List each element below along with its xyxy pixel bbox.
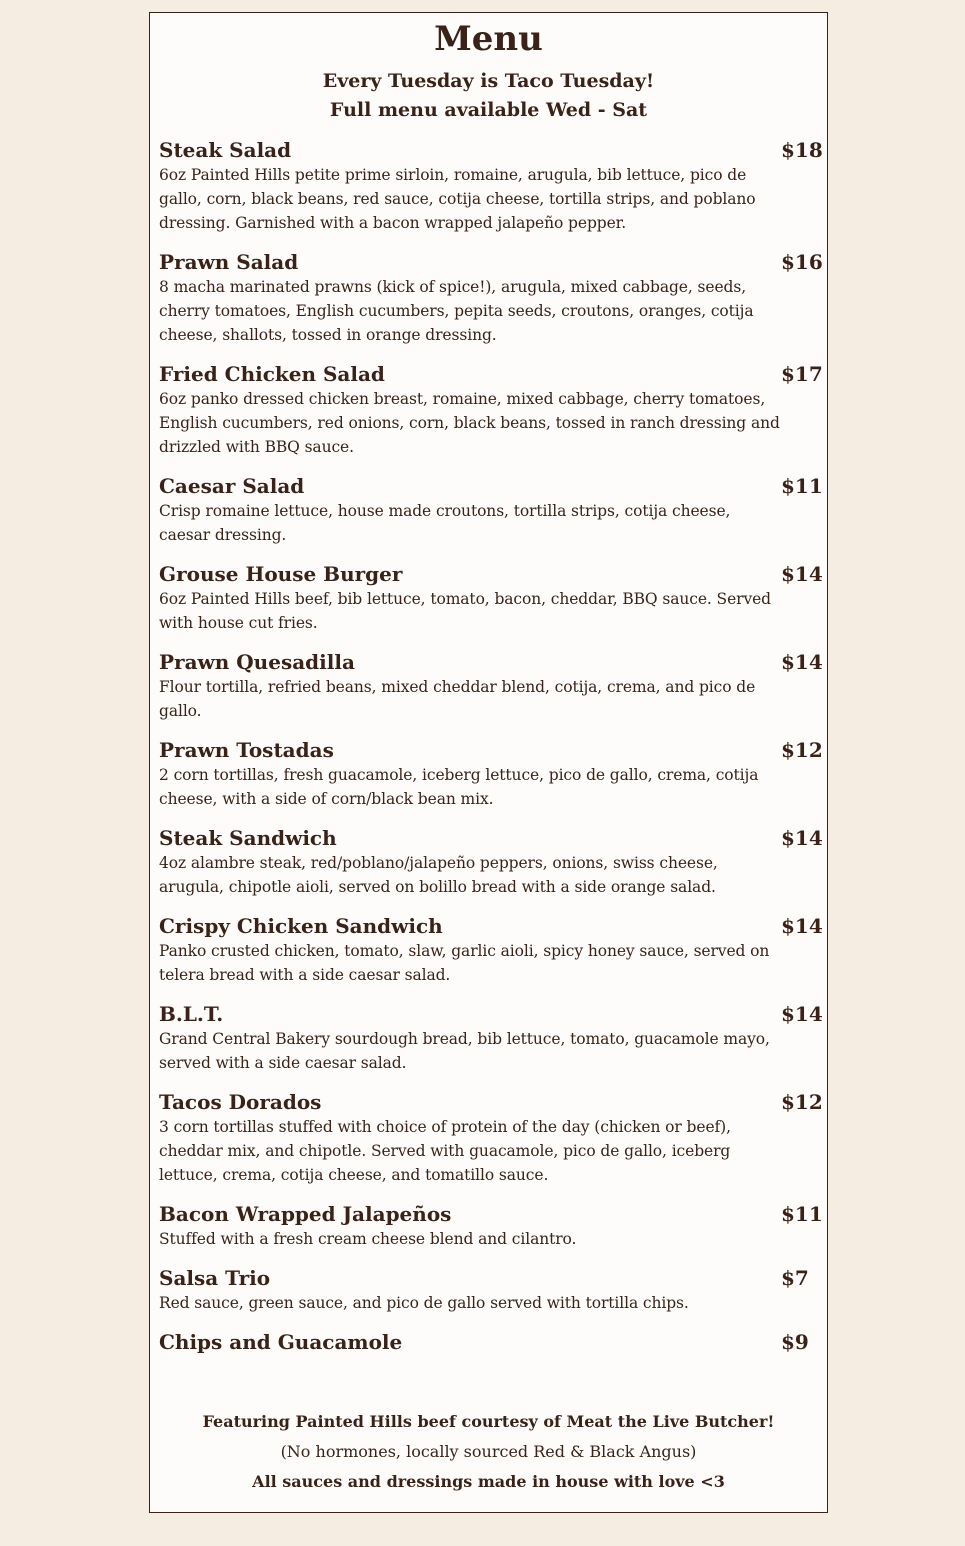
menu-item-name: B.L.T. [159,1002,224,1026]
menu-item-header [159,649,821,675]
menu-item [159,913,821,987]
menu-item-description: Crisp romaine lettuce, house made croutons, tortilla strips, cotija cheese, caesar dressing. [159,502,731,544]
menu-item [159,1001,821,1075]
menu-item-price: $11 [781,1202,823,1226]
menu-item [159,249,821,347]
menu-item-name: Crispy Chicken Sandwich [159,914,443,938]
menu-items-list [159,137,821,1369]
menu-item-header [159,473,821,499]
menu-item-name: Fried Chicken Salad [159,362,385,386]
menu-item [159,825,821,899]
menu-item-description: 6oz Painted Hills beef, bib lettuce, tomato, bacon, cheddar, BBQ sauce. Served with house cut fries. [159,590,771,632]
menu-item-price: $16 [781,250,823,274]
menu-item-price: $14 [781,1002,823,1026]
menu-item-description: Stuffed with a fresh cream cheese blend and cilantro. [159,1230,577,1248]
menu-item-description: 8 macha marinated prawns (kick of spice!), arugula, mixed cabbage, seeds, cherry tomatoes, English cucumbers, pepita seeds, croutons, oranges, cotija cheese, shallots, tossed in orange dressing. [159,278,754,344]
menu-item-name: Prawn Quesadilla [159,650,355,674]
menu-item-price: $18 [781,138,823,162]
menu-item-description: Panko crusted chicken, tomato, slaw, garlic aioli, spicy honey sauce, served on telera bread with a side caesar salad. [159,942,770,984]
availability-subtitle: Full menu available Wed - Sat [329,99,648,121]
menu-item [159,649,821,723]
menu-item [159,361,821,459]
menu-item-name: Salsa Trio [159,1266,271,1290]
menu-item-price: $14 [781,562,823,586]
menu-title: Menu [434,19,543,59]
menu-item-price: $12 [781,1090,823,1114]
menu-item-header [159,913,821,939]
menu-item-header [159,1201,821,1227]
menu-card [149,12,828,1513]
menu-item-description: Red sauce, green sauce, and pico de gallo served with tortilla chips. [159,1294,689,1312]
menu-item-price: $9 [781,1330,809,1354]
menu-item-header [159,249,821,275]
menu-item-description: 6oz panko dressed chicken breast, romaine, mixed cabbage, cherry tomatoes, English cucumbers, red onions, corn, black beans, tossed in ranch dressing and drizzled with BBQ sauce. [159,390,780,456]
menu-item-price: $14 [781,650,823,674]
menu-item-name: Steak Sandwich [159,826,337,850]
menu-item [159,1265,821,1315]
menu-item [159,1329,821,1355]
menu-item [159,137,821,235]
menu-item-description: 3 corn tortillas stuffed with choice of protein of the day (chicken or beef), cheddar mix, and chipotle. Served with guacamole, pico de gallo, iceberg lettuce, crema, cotija cheese, and tomatillo sauce. [159,1118,731,1184]
footer-beef-note: Featuring Painted Hills beef courtesy of Meat the Live Butcher! [202,1412,775,1431]
menu-item [159,1089,821,1187]
menu-item-description: Grand Central Bakery sourdough bread, bib lettuce, tomato, guacamole mayo, served with a side caesar salad. [159,1030,770,1072]
menu-item [159,1201,821,1251]
menu-item-name: Grouse House Burger [159,562,403,586]
menu-item-name: Bacon Wrapped Jalapeños [159,1202,452,1226]
menu-item-price: $17 [781,362,823,386]
menu-item-header [159,737,821,763]
menu-item-name: Tacos Dorados [159,1090,322,1114]
menu-footer [150,1407,827,1497]
menu-item-header [159,1001,821,1027]
menu-item-price: $14 [781,914,823,938]
menu-item-description: 6oz Painted Hills petite prime sirloin, romaine, arugula, bib lettuce, pico de gallo, corn, black beans, red sauce, cotija cheese, tortilla strips, and poblano dressing. Garnished with a bacon wrapped jalapeño pepper. [159,166,756,232]
menu-item-name: Prawn Tostadas [159,738,334,762]
menu-item-price: $12 [781,738,823,762]
menu-item-header [159,825,821,851]
footer-sauces-note: All sauces and dressings made in house with love <3 [252,1472,725,1491]
taco-tuesday-subtitle: Every Tuesday is Taco Tuesday! [322,70,655,92]
menu-item-header [159,1265,821,1291]
menu-item [159,473,821,547]
menu-item-header [159,1089,821,1115]
menu-item-name: Prawn Salad [159,250,299,274]
menu-item-description: Flour tortilla, refried beans, mixed cheddar blend, cotija, crema, and pico de gallo. [159,678,756,720]
menu-item-price: $11 [781,474,823,498]
menu-item-price: $14 [781,826,823,850]
menu-item-name: Chips and Guacamole [159,1330,403,1354]
footer-angus-note: (No hormones, locally sourced Red & Black Angus) [280,1442,697,1461]
menu-item-name: Steak Salad [159,138,292,162]
menu-item-name: Caesar Salad [159,474,305,498]
menu-item-price: $7 [781,1266,809,1290]
menu-item-description: 2 corn tortillas, fresh guacamole, iceberg lettuce, pico de gallo, crema, cotija cheese, with a side of corn/black bean mix. [159,766,759,808]
menu-item-header [159,561,821,587]
menu-item-description: 4oz alambre steak, red/poblano/jalapeño peppers, onions, swiss cheese, arugula, chipotle aioli, served on bolillo bread with a side orange salad. [159,854,718,896]
menu-item-header [159,1329,821,1355]
menu-item [159,561,821,635]
menu-item-header [159,361,821,387]
menu-item [159,737,821,811]
menu-item-header [159,137,821,163]
